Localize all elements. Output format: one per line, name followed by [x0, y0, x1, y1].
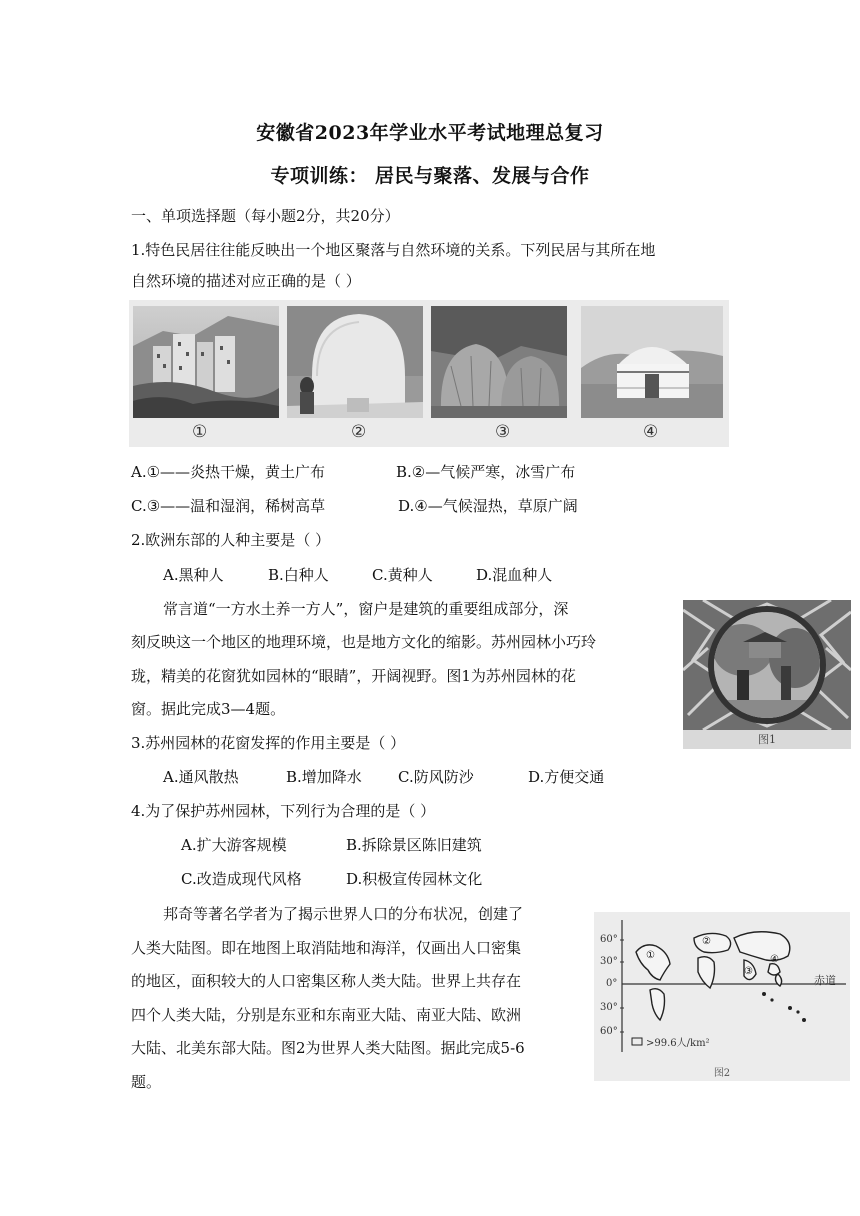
photo-label-1: ① — [192, 422, 208, 442]
passage1-line4: 窗。据此完成3—4题。 — [131, 700, 286, 718]
lat-label-60n: 60° — [600, 934, 618, 945]
figure2-caption: 图2 — [713, 1068, 731, 1079]
figure1-lattice-window — [683, 600, 851, 749]
figure1-caption: 图1 — [758, 733, 776, 746]
q2-stem: 2.欧洲东部的人种主要是（ ） — [131, 531, 331, 549]
q2-option-d: D.混血种人 — [476, 566, 553, 584]
equator-label: 赤道 — [814, 974, 836, 987]
legend-density-text: >99.6人/km² — [646, 1038, 710, 1049]
lat-label-30s: 30° — [600, 1002, 618, 1013]
passage2-line4: 四个人类大陆，分别是东亚和东南亚大陆、南亚大陆、欧洲 — [131, 1006, 522, 1024]
passage1-line3: 珑，精美的花窗犹如园林的“眼睛”，开阔视野。图1为苏州园林的花 — [131, 667, 576, 685]
q2-option-a: A.黑种人 — [163, 566, 224, 584]
region-label-3: ③ — [744, 966, 753, 977]
q3-option-d: D.方便交通 — [528, 768, 605, 786]
photo-label-3: ③ — [495, 422, 511, 442]
passage2-line1: 邦奇等著名学者为了揭示世界人口的分布状况，创建了 — [163, 905, 524, 923]
q1-stem-line1: 1.特色民居往往能反映出一个地区聚落与自然环境的关系。下列民居与其所在地 — [131, 241, 656, 259]
passage2-line5: 大陆、北美东部大陆。图2为世界人类大陆图。据此完成5-6 — [131, 1039, 525, 1057]
photo-label-4: ④ — [643, 422, 659, 442]
passage1-line1: 常言道“一方水土养一方人”，窗户是建筑的重要组成部分，深 — [163, 600, 569, 618]
lat-label-60s: 60° — [600, 1026, 618, 1037]
q1-stem-line2: 自然环境的描述对应正确的是（ ） — [131, 272, 361, 290]
passage2-line2: 人类大陆图。即在地图上取消陆地和海洋，仅画出人口密集 — [131, 939, 522, 957]
q4-stem: 4.为了保护苏州园林，下列行为合理的是（ ） — [131, 802, 436, 820]
figure2-human-continents-map — [594, 912, 850, 1081]
q4-option-a: A.扩大游客规模 — [181, 836, 287, 854]
q4-option-b: B.拆除景区陈旧建筑 — [346, 836, 482, 854]
region-label-2: ② — [702, 936, 711, 947]
passage2-line3: 的地区，面积较大的人口密集区称人类大陆。世界上共存在 — [131, 972, 522, 990]
page-subtitle: 专项训练： 居民与聚落、发展与合作 — [270, 165, 590, 187]
photo-yurt — [581, 306, 723, 418]
lat-label-0: 0° — [606, 978, 618, 989]
q2-option-c: C.黄种人 — [372, 566, 433, 584]
photo-igloo — [287, 306, 423, 418]
lat-label-30n: 30° — [600, 956, 618, 967]
photo-grass-hut — [431, 306, 567, 418]
q4-option-d: D.积极宣传园林文化 — [346, 870, 483, 888]
q2-option-b: B.白种人 — [268, 566, 329, 584]
q3-stem: 3.苏州园林的花窗发挥的作用主要是（ ） — [131, 734, 406, 752]
q1-option-b: B.②—气候严寒，冰雪广布 — [396, 463, 576, 481]
photo-label-2: ② — [351, 422, 367, 442]
passage2-line6: 题。 — [131, 1073, 162, 1091]
q1-option-c: C.③——温和湿润，稀树高草 — [131, 497, 326, 515]
q1-option-a: A.①——炎热干燥，黄土广布 — [131, 463, 326, 481]
q4-option-c: C.改造成现代风格 — [181, 870, 302, 888]
passage1-line2: 刻反映这一个地区的地理环境，也是地方文化的缩影。苏州园林小巧玲 — [131, 633, 597, 651]
q3-option-a: A.通风散热 — [163, 768, 239, 786]
region-label-1: ① — [646, 950, 655, 961]
section-heading: 一、单项选择题（每小题2分，共20分） — [131, 207, 400, 225]
q1-option-d: D.④—气候湿热，草原广阔 — [398, 497, 578, 515]
q1-photo-strip — [129, 300, 729, 447]
region-label-4: ④ — [770, 954, 779, 965]
page-title: 安徽省2023年学业水平考试地理总复习 — [256, 122, 604, 144]
q3-option-c: C.防风防沙 — [398, 768, 474, 786]
figure2-map-svg — [594, 912, 850, 1062]
q3-option-b: B.增加降水 — [286, 768, 362, 786]
photo-desert-towers — [133, 306, 279, 418]
